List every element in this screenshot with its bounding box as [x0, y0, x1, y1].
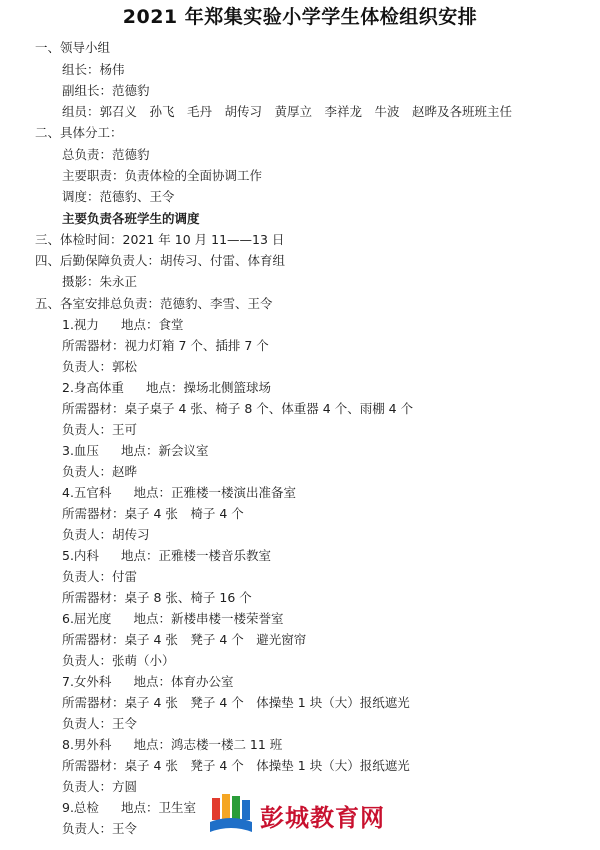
room-item-title: [62, 611, 283, 627]
site-watermark: [208, 792, 398, 836]
exam-time-line: 三、体检时间：2021 年 10 月 11——13 日: [35, 232, 285, 247]
room-person: 负责人：张萌（小）: [62, 653, 175, 668]
room-equipment: 所需器材：桌子 8 张、椅子 16 个: [62, 590, 252, 605]
room-location: 地点：操场北侧篮球场: [145, 380, 271, 395]
room-person: 负责人：郭松: [62, 359, 138, 374]
room-person: 负责人：方圆: [62, 779, 138, 794]
main-duty-line: 主要职责：负责体检的全面协调工作: [62, 168, 263, 183]
rooms-heading: 五、各室安排总负责：范德豹、李雪、王令: [35, 296, 273, 311]
room-equipment: 所需器材：桌子 4 张 凳子 4 个 避光窗帘: [62, 632, 307, 647]
dispatch-note-line: 主要负责各班学生的调度: [62, 211, 200, 226]
room-person: 负责人：王令: [62, 821, 138, 836]
leader-line: 组长：杨伟: [62, 62, 125, 77]
room-location: 地点：体育办公室: [133, 674, 234, 689]
room-location: 地点：正雅楼一楼演出准备室: [133, 485, 296, 500]
deputy-leader-line: 副组长：范德豹: [62, 83, 150, 98]
room-location: 地点：正雅楼一楼音乐教室: [120, 548, 271, 563]
room-person: 负责人：赵晔: [62, 464, 138, 479]
room-location: 地点：新楼串楼一楼荣誉室: [133, 611, 284, 626]
room-name: 2.身高体重: [62, 380, 124, 395]
room-location: 地点：食堂: [120, 317, 184, 332]
room-person: 负责人：付雷: [62, 569, 138, 584]
document-title: 2021 年郑集实验小学学生体检组织安排: [122, 6, 478, 28]
room-location: 地点：卫生室: [120, 800, 196, 815]
room-name: 6.屈光度: [62, 611, 112, 626]
room-name: 5.内科: [62, 548, 99, 563]
room-item-title: [62, 737, 282, 753]
book-logo-icon: [208, 792, 254, 836]
room-equipment: 所需器材：桌子 4 张 凳子 4 个 体操垫 1 块（大）报纸遮光: [62, 695, 410, 710]
room-location: 地点：新会议室: [120, 443, 209, 458]
room-person: 负责人：胡传习: [62, 527, 150, 542]
room-item-title: [62, 548, 271, 564]
room-item-title: [62, 800, 196, 816]
room-equipment: 所需器材：桌子 4 张 凳子 4 个 体操垫 1 块（大）报纸遮光: [62, 758, 410, 773]
room-name: 3.血压: [62, 443, 99, 458]
room-person: 负责人：王可: [62, 422, 138, 437]
room-person: 负责人：王令: [62, 716, 138, 731]
section-heading-division: 二、具体分工：: [35, 125, 123, 140]
room-name: 1.视力: [62, 317, 99, 332]
section-heading-leadership: 一、领导小组: [35, 40, 111, 55]
dispatch-line: 调度：范德豹、王令: [62, 189, 175, 204]
logistics-heading: 四、后勤保障负责人：胡传习、付雷、体育组: [35, 253, 286, 268]
room-name: 7.女外科: [62, 674, 112, 689]
room-name: 9.总检: [62, 800, 99, 815]
room-item-title: [62, 317, 183, 333]
room-equipment: 所需器材：桌子 4 张 椅子 4 个: [62, 506, 244, 521]
general-charge-line: 总负责：范德豹: [62, 147, 150, 162]
room-name: 4.五官科: [62, 485, 112, 500]
room-equipment: 所需器材：视力灯箱 7 个、插排 7 个: [62, 338, 269, 353]
room-item-title: [62, 674, 233, 690]
room-equipment: 所需器材：桌子桌子 4 张、椅子 8 个、体重器 4 个、雨棚 4 个: [62, 401, 414, 416]
members-line: 组员：郭召义 孙飞 毛丹 胡传习 黄厚立 李祥龙 牛波 赵晔及各班班主任: [62, 104, 513, 119]
room-item-title: [62, 485, 296, 501]
photography-line: 摄影：朱永正: [62, 274, 138, 289]
room-location: 地点：鸿志楼一楼二 11 班: [133, 737, 283, 752]
room-item-title: [62, 443, 208, 459]
room-name: 8.男外科: [62, 737, 112, 752]
room-item-title: [62, 380, 271, 396]
watermark-text: 彭城教育网: [260, 804, 385, 832]
